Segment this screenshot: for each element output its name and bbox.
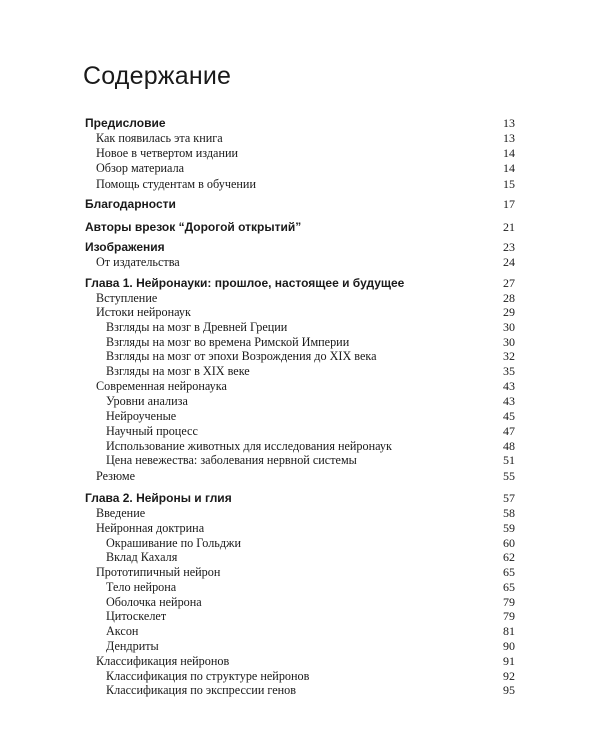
toc-entry-title: Введение xyxy=(96,506,146,520)
toc-heading xyxy=(85,240,515,255)
toc-entry-title: Благодарности xyxy=(85,197,176,211)
toc-page-number: 29 xyxy=(503,305,515,319)
toc-entry-title: Окрашивание по Гольджи xyxy=(106,536,241,550)
toc-page-number: 79 xyxy=(503,609,515,623)
toc-entry-title: Классификация нейронов xyxy=(96,654,230,668)
toc-entry xyxy=(96,565,515,580)
toc-page-number: 91 xyxy=(503,654,515,668)
toc-page-number: 47 xyxy=(503,424,515,438)
toc-entry-title: Современная нейронаука xyxy=(96,379,227,393)
toc-entry xyxy=(96,255,515,270)
toc-entry xyxy=(106,320,515,335)
toc-page-number: 65 xyxy=(503,565,515,579)
toc-page-number: 27 xyxy=(503,276,515,290)
toc-entry xyxy=(106,453,515,468)
toc-entry-title: Классификация по структуре нейронов xyxy=(106,669,310,683)
toc-entry-title: Резюме xyxy=(96,469,136,483)
toc-entry-title: Глава 1. Нейронауки: прошлое, настоящее и будущее xyxy=(85,276,405,290)
toc-entry xyxy=(96,131,515,146)
toc-page-number: 79 xyxy=(503,595,515,609)
toc-entry xyxy=(96,469,515,484)
toc-entry-title: Новое в четвертом издании xyxy=(96,146,239,160)
toc-entry-title: Взгляды на мозг от эпохи Возрождения до XIX века xyxy=(106,349,377,363)
toc-page-number: 21 xyxy=(503,220,515,234)
toc-page-number: 43 xyxy=(503,394,515,408)
toc-heading xyxy=(85,197,515,212)
toc-entry xyxy=(106,409,515,424)
toc-entry xyxy=(96,177,515,192)
toc-entry xyxy=(106,550,515,565)
toc-entry-title: Уровни анализа xyxy=(106,394,188,408)
toc-page-number: 30 xyxy=(503,335,515,349)
toc-page-number: 81 xyxy=(503,624,515,638)
toc-entry xyxy=(96,379,515,394)
toc-page-number: 15 xyxy=(503,177,515,191)
toc-page-number: 95 xyxy=(503,683,515,697)
toc-entry-title: Взгляды на мозг во времена Римской Империи xyxy=(106,335,350,349)
toc-entry xyxy=(106,595,515,610)
toc-entry xyxy=(96,305,515,320)
toc-entry-title: Прототипичный нейрон xyxy=(96,565,221,579)
toc-page-number: 23 xyxy=(503,240,515,254)
toc-entry-title: Нейронная доктрина xyxy=(96,521,205,535)
toc-heading xyxy=(85,116,515,131)
toc-page-number: 55 xyxy=(503,469,515,483)
toc-entry xyxy=(106,439,515,454)
toc-entry xyxy=(106,683,515,698)
toc-page-number: 48 xyxy=(503,439,515,453)
toc-heading xyxy=(85,220,515,235)
toc-page-number: 28 xyxy=(503,291,515,305)
toc-entry-title: Вступление xyxy=(96,291,158,305)
toc-entry-title: Использование животных для исследования нейронаук xyxy=(106,439,392,453)
toc-page-number: 65 xyxy=(503,580,515,594)
toc-entry-title: Дендриты xyxy=(106,639,159,653)
toc-entry xyxy=(96,521,515,536)
toc-entry-title: Как появилась эта книга xyxy=(96,131,223,145)
toc-entry-title: Авторы врезок “Дорогой открытий” xyxy=(85,220,302,234)
toc-entry-title: Истоки нейронаук xyxy=(96,305,191,319)
toc-page-number: 43 xyxy=(503,379,515,393)
toc-heading xyxy=(85,491,515,506)
toc-entry xyxy=(96,161,515,176)
toc-entry xyxy=(106,669,515,684)
toc-page-number: 60 xyxy=(503,536,515,550)
toc-entry-title: Изображения xyxy=(85,240,165,254)
toc-page-number: 13 xyxy=(503,131,515,145)
toc-page-number: 14 xyxy=(503,146,515,160)
toc-page-number: 92 xyxy=(503,669,515,683)
toc-entry xyxy=(96,146,515,161)
toc-page-number: 17 xyxy=(503,197,515,211)
toc-page-number: 90 xyxy=(503,639,515,653)
toc-entry xyxy=(96,506,515,521)
toc-entry-title: Нейроученые xyxy=(106,409,177,423)
page-title: Содержание xyxy=(83,62,232,90)
toc-entry-title: Цена невежества: заболевания нервной системы xyxy=(106,453,357,467)
toc-entry-title: Научный процесс xyxy=(106,424,198,438)
toc-entry-title: Цитоскелет xyxy=(106,609,167,623)
toc-page-number: 62 xyxy=(503,550,515,564)
toc-entry xyxy=(106,624,515,639)
toc-entry-title: Предисловие xyxy=(85,116,166,130)
toc-page-number: 13 xyxy=(503,116,515,130)
toc-page-number: 58 xyxy=(503,506,515,520)
toc-entry-title: Классификация по экспрессии генов xyxy=(106,683,297,697)
toc-heading xyxy=(85,276,515,291)
toc-entry-title: Обзор материала xyxy=(96,161,185,175)
toc-entry xyxy=(106,536,515,551)
toc-entry-title: Аксон xyxy=(106,624,139,638)
toc-page-number: 45 xyxy=(503,409,515,423)
toc-page-number: 59 xyxy=(503,521,515,535)
toc-entry xyxy=(106,639,515,654)
toc-page-number: 30 xyxy=(503,320,515,334)
toc-page-number: 24 xyxy=(503,255,515,269)
toc-entry xyxy=(106,349,515,364)
toc-entry-title: От издательства xyxy=(96,255,180,269)
toc-entry-title: Помощь студентам в обучении xyxy=(96,177,256,191)
toc-entry-title: Тело нейрона xyxy=(106,580,177,594)
toc-entry xyxy=(96,291,515,306)
toc-entry-title: Взгляды на мозг в Древней Греции xyxy=(106,320,288,334)
toc-entry xyxy=(96,654,515,669)
toc-entry xyxy=(106,424,515,439)
toc-entry-title: Глава 2. Нейроны и глия xyxy=(85,491,232,505)
toc-entry xyxy=(106,335,515,350)
toc-entry xyxy=(106,609,515,624)
toc-page-number: 35 xyxy=(503,364,515,378)
toc-entry-title: Вклад Кахаля xyxy=(106,550,178,564)
toc-page-number: 32 xyxy=(503,349,515,363)
toc-entry xyxy=(106,580,515,595)
toc-page-number: 57 xyxy=(503,491,515,505)
toc-entry xyxy=(106,394,515,409)
toc-page-number: 14 xyxy=(503,161,515,175)
toc-entry-title: Оболочка нейрона xyxy=(106,595,202,609)
toc-entry-title: Взгляды на мозг в XIX веке xyxy=(106,364,250,378)
toc-entry xyxy=(106,364,515,379)
toc-page-number: 51 xyxy=(503,453,515,467)
